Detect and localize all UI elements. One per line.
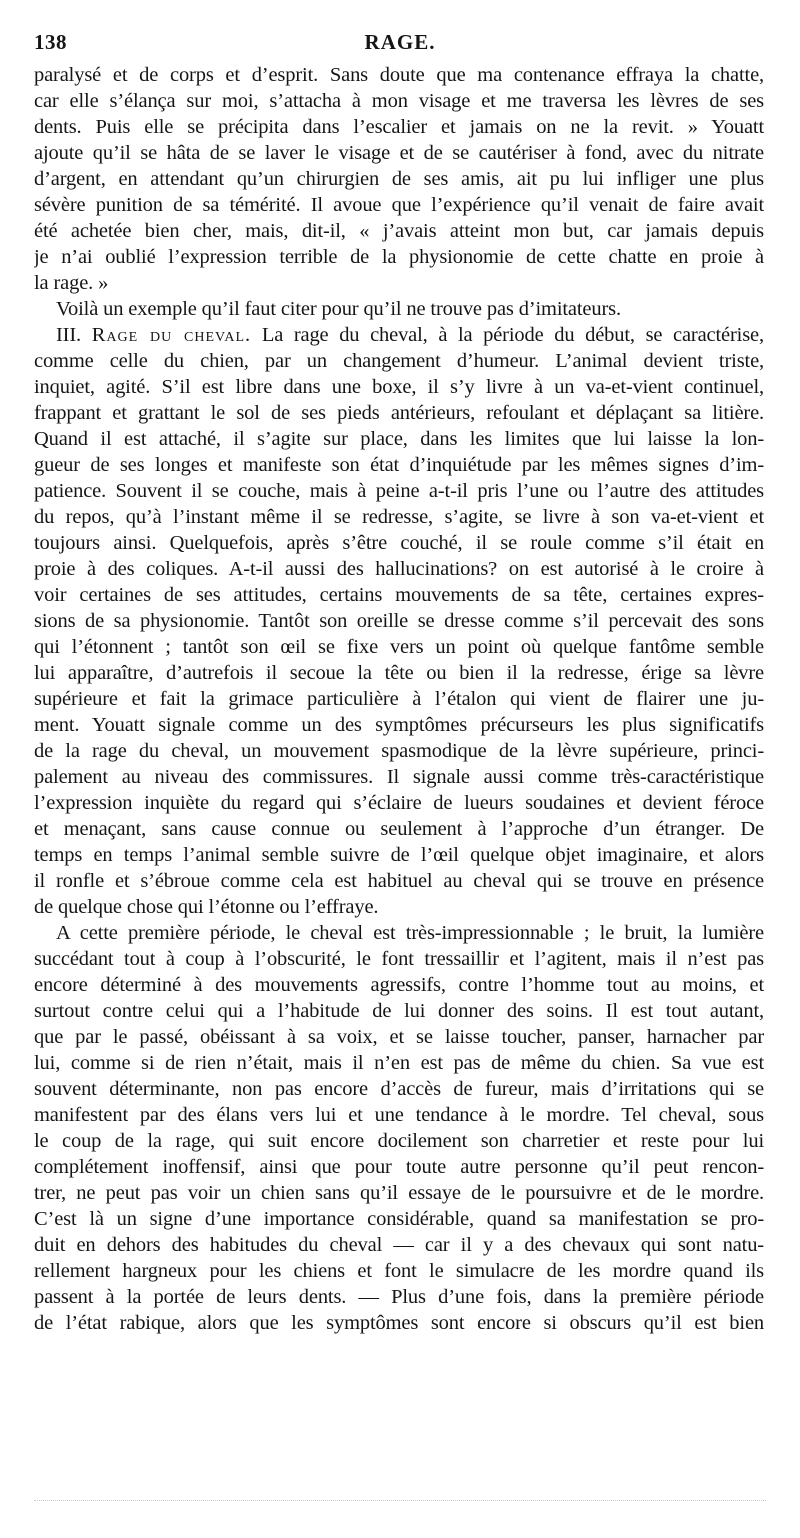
- text-line: souvent déterminante, non pas encore d’accès de fureur, mais d’irritations qui se: [34, 1078, 764, 1100]
- text-line: encore déterminé à des mouvements agressifs, contre l’homme tout au moins, et: [34, 974, 764, 996]
- text-line: qui l’étonnent ; tantôt son œil se fixe vers un point où quelque fantôme semble: [34, 636, 764, 658]
- text-line: comme celle du chien, par un changement d’humeur. L’animal devient triste,: [34, 350, 764, 372]
- text-line: patience. Souvent il se couche, mais à peine a-t-il pris l’une ou l’autre des attitudes: [34, 480, 764, 502]
- text-line: gueur de ses longes et manifeste son état d’inquiétude par les mêmes signes d’im-: [34, 454, 764, 476]
- text-line: d’argent, en attendant qu’un chirurgien de ses amis, ait pu lui infliger une plus: [34, 168, 764, 190]
- text-line: de l’état rabique, alors que les symptômes sont encore si obscurs qu’il est bien: [34, 1312, 764, 1334]
- text-line: et menaçant, sans cause connue ou seulement à l’approche d’un étranger. De: [34, 818, 764, 840]
- running-head: [34, 30, 766, 60]
- text-line: sévère punition de sa témérité. Il avoue que l’expérience qu’il venait de faire avait: [34, 194, 764, 216]
- text-line: palement au niveau des commissures. Il signale aussi comme très-caractéristique: [34, 766, 764, 788]
- text-line: proie à des coliques. A-t-il aussi des hallucinations? on est autorisé à le croire à: [34, 558, 764, 580]
- text-line: voir certaines de ses attitudes, certains mouvements de sa tête, certaines expres-: [34, 584, 764, 606]
- text-line: car elle s’élança sur moi, s’attacha à mon visage et me traversa les lèvres de ses: [34, 90, 764, 112]
- text-line: complétement inoffensif, ainsi que pour toute autre personne qu’il peut rencon-: [34, 1156, 764, 1178]
- text-line: je n’ai oublié l’expression terrible de la physionomie de cette chatte en proie à: [34, 246, 764, 268]
- text-line: de la rage du cheval, un mouvement spasmodique de la lèvre supérieure, princi-: [34, 740, 764, 762]
- text-line: duit en dehors des habitudes du cheval — car il y a des chevaux qui sont natu-: [34, 1234, 764, 1256]
- text-line: lui apparaître, d’autrefois il secoue la tête ou bien il la redresse, érige sa lèvre: [34, 662, 764, 684]
- running-title: RAGE.: [364, 30, 436, 54]
- text-line: Voilà un exemple qu’il faut citer pour qu’il ne trouve pas d’imitateurs.: [56, 298, 621, 320]
- text-line: toujours ainsi. Quelquefois, après s’être couché, il se roule comme s’il était en: [34, 532, 764, 554]
- text-line: dents. Puis elle se précipita dans l’escalier et jamais on ne la revit. » Youatt: [34, 116, 764, 138]
- text-line: la rage. »: [34, 272, 109, 294]
- text-line: Quand il est attaché, il s’agite sur place, dans les limites que lui laisse la lon-: [34, 428, 764, 450]
- text-line: ajoute qu’il se hâta de se laver le visage et de se cautériser à fond, avec du nitrate: [34, 142, 764, 164]
- text-line: frappant et grattant le sol de ses pieds antérieurs, refoulant et déplaçant sa litière.: [34, 402, 764, 424]
- text-line: La rage du cheval, à la période du début, se caractérise,: [261, 324, 764, 346]
- text-line: A cette première période, le cheval est très-impressionnable ; le bruit, la lumière: [56, 922, 764, 944]
- text-line: il ronfle et s’ébroue comme cela est habituel au cheval qui se trouve en présence: [34, 870, 764, 892]
- text-line: supérieure et fait la grimace particulière à l’étalon qui vient de flairer une ju-: [34, 688, 764, 710]
- scan-artifact-divider: [34, 1500, 766, 1509]
- text-line: succédant tout à coup à l’obscurité, le font tressaillir et l’agitent, mais il n’est pas: [34, 948, 764, 970]
- text-line: du repos, qu’à l’instant même il se redresse, s’agite, se livre à son va-et-vient et: [34, 506, 764, 528]
- section-heading-line: [34, 322, 764, 348]
- section-title: Rage du cheval.: [91, 324, 252, 346]
- text-line: paralysé et de corps et d’esprit. Sans doute que ma contenance effraya la chatte,: [34, 64, 764, 86]
- page-number: 138: [34, 30, 67, 54]
- section-number: III.: [56, 324, 82, 346]
- text-line: l’expression inquiète du regard qui s’éclaire de lueurs soudaines et devient féroce: [34, 792, 764, 814]
- text-line: ment. Youatt signale comme un des symptômes précurseurs les plus significatifs: [34, 714, 764, 736]
- text-line: trer, ne peut pas voir un chien sans qu’il essaye de le poursuivre et de le mordre.: [34, 1182, 764, 1204]
- text-line: surtout contre celui qui a l’habitude de lui donner des soins. Il est tout autant,: [34, 1000, 764, 1022]
- text-line: manifestent par des élans vers lui et une tendance à le mordre. Tel cheval, sous: [34, 1104, 764, 1126]
- text-line: [34, 1336, 764, 1362]
- text-line: passent à la portée de leurs dents. — Plus d’une fois, dans la première période: [34, 1286, 764, 1308]
- text-line: été achetée bien cher, mais, dit-il, « j’avais atteint mon but, car jamais depuis: [34, 220, 764, 242]
- text-line: lui, comme si de rien n’était, mais il n’en est pas de même du chien. Sa vue est: [34, 1052, 764, 1074]
- text-line: que par le passé, obéissant à sa voix, et se laisse toucher, panser, harnacher par: [34, 1026, 764, 1048]
- text-line: temps en temps l’animal semble suivre de l’œil quelque objet imaginaire, et alors: [34, 844, 764, 866]
- text-line: rellement hargneux pour les chiens et font le simulacre de les mordre quand ils: [34, 1260, 764, 1282]
- text-line: de quelque chose qui l’étonne ou l’effraye.: [34, 896, 379, 918]
- text-line: le coup de la rage, qui suit encore docilement son charretier et reste pour lui: [34, 1130, 764, 1152]
- text-line: C’est là un signe d’une importance considérable, quand sa manifestation se pro-: [34, 1208, 764, 1230]
- text-line: sions de sa physionomie. Tantôt son oreille se dresse comme s’il percevait des sons: [34, 610, 764, 632]
- body-text: [34, 62, 764, 1362]
- text-line: inquiet, agité. S’il est libre dans une boxe, il s’y livre à un va-et-vient continuel,: [34, 376, 764, 398]
